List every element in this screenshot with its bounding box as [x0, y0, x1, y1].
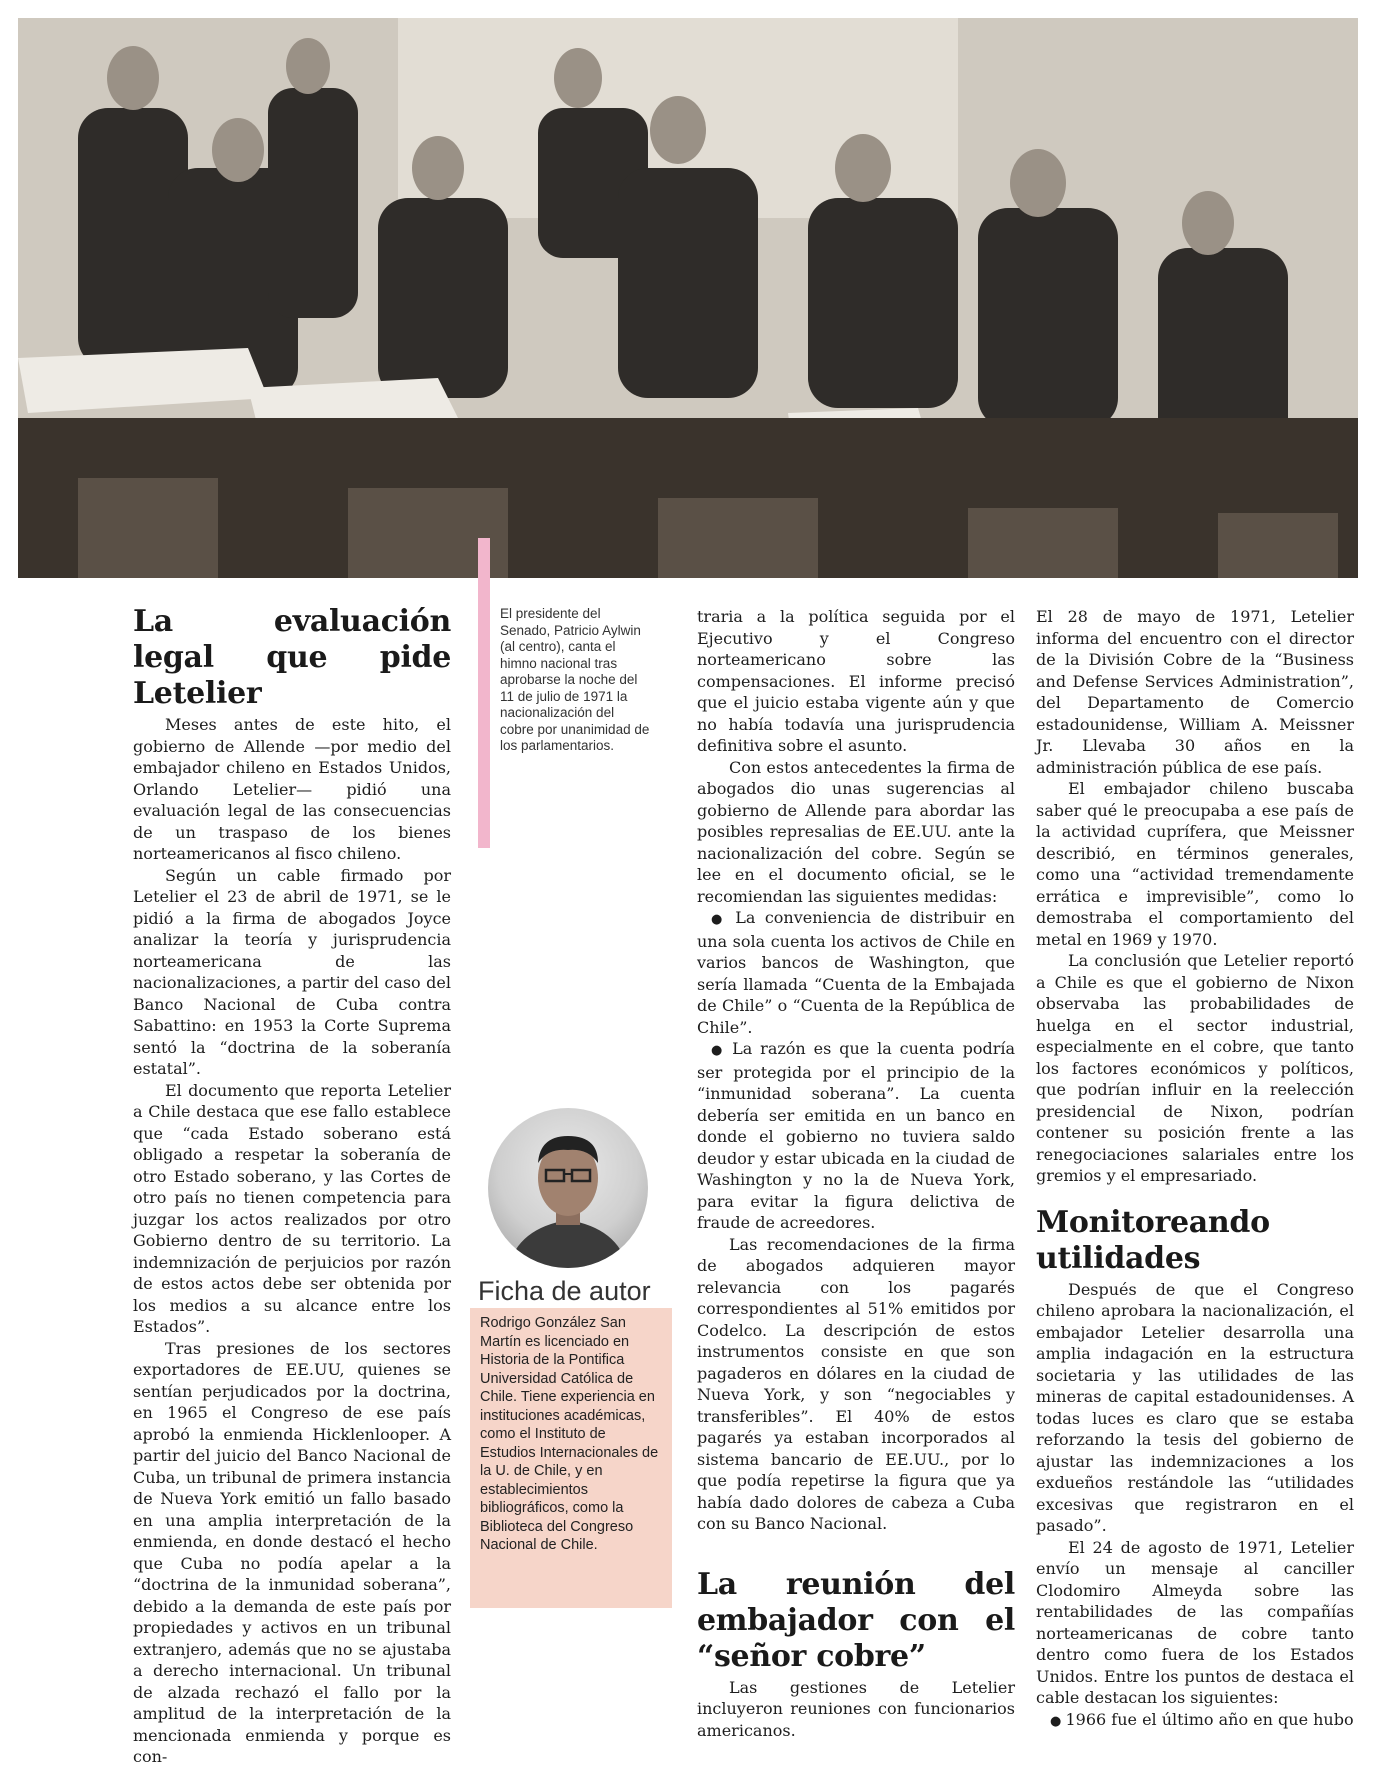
paragraph: Meses antes de este hito, el gobierno de Allende —por medio del embajador chileno en Estados Unidos, Orlando Letelier— pidió una evaluación legal de las consecuencias de un traspaso de los bienes norteamericanos al fisco chileno.	[133, 715, 451, 863]
section-title-monitoring: Monitoreando utilidades	[1036, 1204, 1270, 1276]
column-2	[697, 606, 1015, 1741]
photo-caption: El presidente del Senado, Patricio Aylwin (al centro), canta el himno nacional tras aprobarse la noche del 11 de julio de 1971 la nacionalización del cobre por unanimidad de los parlamentarios.	[500, 606, 650, 753]
paragraph: Después de que el Congreso chileno aprobara la nacionalización, el embajador Letelier desarrolla una amplia indagación en la estructura societaria y las utilidades de las mineras de capital estadounidenses. A todas luces es claro que se estaba reforzando la tesis del gobierno de ajustar las indemnizaciones a los exdueños restándole las “utilidades excesivas que registraron en el pasado”.	[1036, 1279, 1354, 1535]
bullet-item: ● La conveniencia de distribuir en una sola cuenta los activos de Chile en varios bancos de Washington, que sería llamada “Cuenta de la Embajada de Chile” o “Cuenta de la República de Chile”.	[697, 907, 1015, 1038]
paragraph: El embajador chileno buscaba saber qué le preocupaba a ese país de la actividad cuprífera, que Meissner describió, en términos generales, como una “actividad tremendamente errática e imprevisible”, como lo demostraba el comportamiento del metal en 1969 y 1970.	[1036, 779, 1354, 949]
photo-illustration	[18, 18, 1358, 578]
paragraph: traria a la política seguida por el Ejecutivo y el Congreso norteamericano sobre las compensaciones. El informe precisó que el juicio estaba vigente aún y que no había todavía una jurisprudencia definitiva sobre el asunto.	[697, 607, 1015, 755]
paragraph: Las gestiones de Letelier incluyeron reuniones con funcionarios americanos.	[697, 1677, 1015, 1740]
paragraph: El documento que reporta Letelier a Chile destaca que ese fallo establece que “cada Estado soberano está obligado a respetar la soberanía de otro Estado soberano, y las Cortes de otro país no tienen competencia para juzgar los actos realizados por otro Gobierno dentro de su territorio. La indemnización de perjuicios por razón de estos actos debe ser obtenida por los medios a su alcance entre los Estados”.	[133, 1080, 451, 1336]
paragraph: El 28 de mayo de 1971, Letelier informa del encuentro con el director de la División Cobre de la “Business and Defense Services Administration”, del Departamento de Comercio estadounidense, William A. Meissner Jr. Llevaba 30 años en la administración pública de ese país.	[1036, 607, 1354, 777]
column-1	[133, 604, 451, 1768]
paragraph: Según un cable firmado por Letelier el 23 de abril de 1971, se le pidió a la firma de abogados Joyce analizar la teoría y jurisprudencia norteamericana de las nacionalizaciones, a partir del caso del Banco Nacional de Cuba contra Sabattino: en 1953 la Corte Suprema sentó la “doctrina de la soberanía estatal”.	[133, 865, 451, 1078]
author-portrait	[488, 1108, 648, 1268]
bullet-item: ● La razón es que la cuenta podría ser protegida por el principio de la “inmunidad soberana”. La cuenta debería ser emitida en un banco en donde el gobierno no tuviera saldo deudor y estar ubicada en la ciudad de Washington y no la de Nueva York, para evitar la figura delictiva de fraude de acreedores.	[697, 1038, 1015, 1234]
paragraph: El 24 de agosto de 1971, Letelier envío un mensaje al canciller Clodomiro Almeyda sobre las rentabilidades de las compañías norteamericanas de cobre tanto dentro como fuera de los Estados Unidos. Entre los puntos de destaca el cable destacan los siguientes:	[1036, 1537, 1354, 1707]
paragraph: Con estos antecedentes la firma de abogados dio unas sugerencias al gobierno de Allende para abordar las posibles represalias de EE.UU. ante la nacionalización del cobre. Según se lee en el documento oficial, se le recomiendan las siguientes medidas:	[697, 757, 1015, 906]
paragraph: Las recomendaciones de la firma de abogados adquieren mayor relevancia con los pagarés correspondientes al 51% emitidos por Codelco. La descripción de estos instrumentos consiste en que son pagaderos en dólares en la ciudad de Nueva York, y son “negociables y transferibles”. El 40% de estos pagarés ya estaban incorporados al sistema bancario de EE.UU., por lo que podía repetirse la figura que ya había dado dolores de cabeza a Cuba con su Banco Nacional.	[697, 1234, 1015, 1533]
author-bio: Rodrigo González San Martín es licenciado en Historia de la Pontifica Universidad Católica de Chile. Tiene experiencia en instituciones académicas, como el Instituto de Estudios Internacionales de la U. de Chile, y en establecimientos bibliográficos, como la Biblioteca del Congreso Nacional de Chile.	[470, 1308, 672, 1608]
paragraph: La conclusión que Letelier reportó a Chile es que el gobierno de Nixon observaba las probabilidades de huelga en el sector industrial, especialmente en el cobre, que tanto los factores económicos y políticos, que podrían influir en la reelección presidencial de Nixon, podrían contener su posición frente a las renegociaciones salariales entre los gremios y el empresariado.	[1036, 951, 1354, 1185]
section-title-meeting: La reunión del embajador con el “señor cobre”	[697, 1566, 1015, 1674]
caption-accent-bar	[478, 538, 490, 848]
bullet-item: ● 1966 fue el último año en que hubo	[1036, 1709, 1354, 1733]
author-heading: Ficha de autor	[478, 1276, 651, 1306]
senate-photo	[18, 18, 1358, 578]
paragraph: Tras presiones de los sectores exportadores de EE.UU, quienes se sentían perjudicados por la doctrina, en 1965 el Congreso de ese país aprobó la enmienda Hicklenlooper. A partir del juicio del Banco Nacional de Cuba, un tribunal de primera instancia de Nueva York emitió un fallo basado en una amplia interpretación de la enmienda, en donde destacó el hecho que Cuba no podía apelar a la “doctrina de la inmunidad soberana”, debido a la demanda de este país por propiedades y activos en un tribunal extranjero, además que no se ajustaba a derecho internacional. Un tribunal de alzada rechazó el fallo por la amplitud de la interpretación de la mencionada enmienda y porque es con-	[133, 1338, 451, 1766]
column-3	[1036, 606, 1354, 1732]
section-title-legal: La evaluación legal que pide Letelier	[133, 604, 451, 711]
